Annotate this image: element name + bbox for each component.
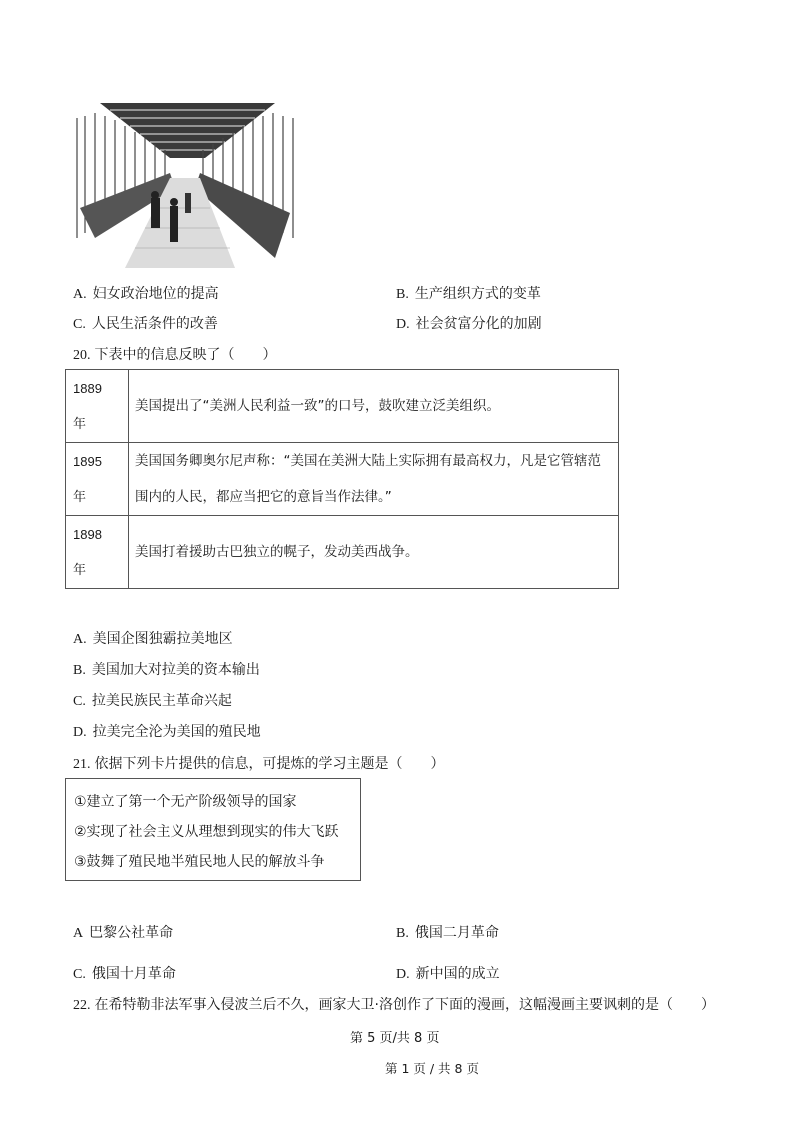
question-text: 在希特勒非法军事入侵波兰后不久，画家大卫·洛创作了下面的漫画，这幅漫画主要讽刺的是（ ） xyxy=(94,997,715,1013)
option-letter: D. xyxy=(396,317,410,332)
option-letter: D. xyxy=(396,967,410,982)
option-text: 俄国十月革命 xyxy=(91,966,176,982)
year-number: 1889 xyxy=(73,381,102,396)
option-text: 美国企图独霸拉美地区 xyxy=(92,631,233,647)
option-text: 人民生活条件的改善 xyxy=(91,316,218,332)
year-number: 1895 xyxy=(73,454,102,469)
option-b[interactable] xyxy=(396,286,541,303)
option-letter: A. xyxy=(73,287,87,302)
question-22-stem xyxy=(73,997,715,1014)
event-description-line: 美国国务卿奥尔尼声称：“美国在美洲大陆上实际拥有最高权力，凡是它管辖范 xyxy=(135,453,601,469)
inner-page-number: 第 5 页/共 8 页 xyxy=(350,1031,440,1046)
option-letter: A. xyxy=(73,632,87,647)
option-text: 妇女政治地位的提高 xyxy=(92,286,219,302)
option-letter: B. xyxy=(396,926,409,941)
card-line: ①建立了第一个无产阶级领导的国家 xyxy=(74,794,297,810)
option-d[interactable] xyxy=(396,316,542,333)
card-line: ③鼓舞了殖民地半殖民地人民的解放斗争 xyxy=(74,854,325,870)
table-row xyxy=(66,516,619,589)
event-description: 美国打着援助古巴独立的幌子，发动美西战争。 xyxy=(129,516,619,589)
option-d[interactable] xyxy=(73,724,261,741)
option-a[interactable] xyxy=(73,286,219,303)
option-d[interactable] xyxy=(396,966,500,983)
question-21-stem xyxy=(73,756,445,773)
option-b[interactable] xyxy=(396,925,499,942)
year-unit: 年 xyxy=(73,489,87,504)
question-20-stem xyxy=(73,347,277,364)
option-c[interactable] xyxy=(73,693,232,710)
option-letter: C. xyxy=(73,694,86,709)
option-a[interactable] xyxy=(73,925,173,942)
option-b[interactable] xyxy=(73,662,260,679)
option-text: 拉美民族民主革命兴起 xyxy=(91,693,232,709)
card-line: ②实现了社会主义从理想到现实的伟大飞跃 xyxy=(74,824,339,840)
option-letter: C. xyxy=(73,317,86,332)
option-text: 生产组织方式的变革 xyxy=(414,286,541,302)
option-a[interactable] xyxy=(73,631,233,648)
table-row xyxy=(66,370,619,443)
option-c[interactable] xyxy=(73,966,176,983)
option-text: 巴黎公社革命 xyxy=(89,925,174,941)
year-cell xyxy=(66,443,129,516)
factory-engraving-image xyxy=(75,98,295,268)
question-text: 依据下列卡片提供的信息，可提炼的学习主题是（ ） xyxy=(94,756,445,772)
option-letter: B. xyxy=(73,663,86,678)
year-unit: 年 xyxy=(73,562,87,577)
table-row xyxy=(66,443,619,516)
question-text: 下表中的信息反映了（ ） xyxy=(94,347,277,363)
event-description xyxy=(129,443,619,516)
year-cell xyxy=(66,370,129,443)
option-text: 美国加大对拉美的资本输出 xyxy=(91,662,260,678)
option-text: 新中国的成立 xyxy=(415,966,500,982)
option-letter: A xyxy=(73,926,84,941)
year-unit: 年 xyxy=(73,416,87,431)
option-text: 社会贫富分化的加剧 xyxy=(415,316,542,332)
option-letter: C. xyxy=(73,967,86,982)
info-card xyxy=(65,778,361,881)
year-cell xyxy=(66,516,129,589)
history-events-table xyxy=(65,369,619,589)
outer-page-number: 第 1 页 / 共 8 页 xyxy=(385,1061,479,1076)
event-description: 美国提出了“美洲人民利益一致”的口号，鼓吹建立泛美组织。 xyxy=(129,370,619,443)
year-number: 1898 xyxy=(73,527,102,542)
option-letter: D. xyxy=(73,725,87,740)
question-number: 21. xyxy=(73,757,91,772)
option-c[interactable] xyxy=(73,316,218,333)
option-letter: B. xyxy=(396,287,409,302)
event-description-line: 围内的人民，都应当把它的意旨当作法律。” xyxy=(135,489,392,505)
question-number: 20. xyxy=(73,348,91,363)
question-number: 22. xyxy=(73,998,91,1013)
option-text: 拉美完全沦为美国的殖民地 xyxy=(92,724,261,740)
option-text: 俄国二月革命 xyxy=(414,925,499,941)
